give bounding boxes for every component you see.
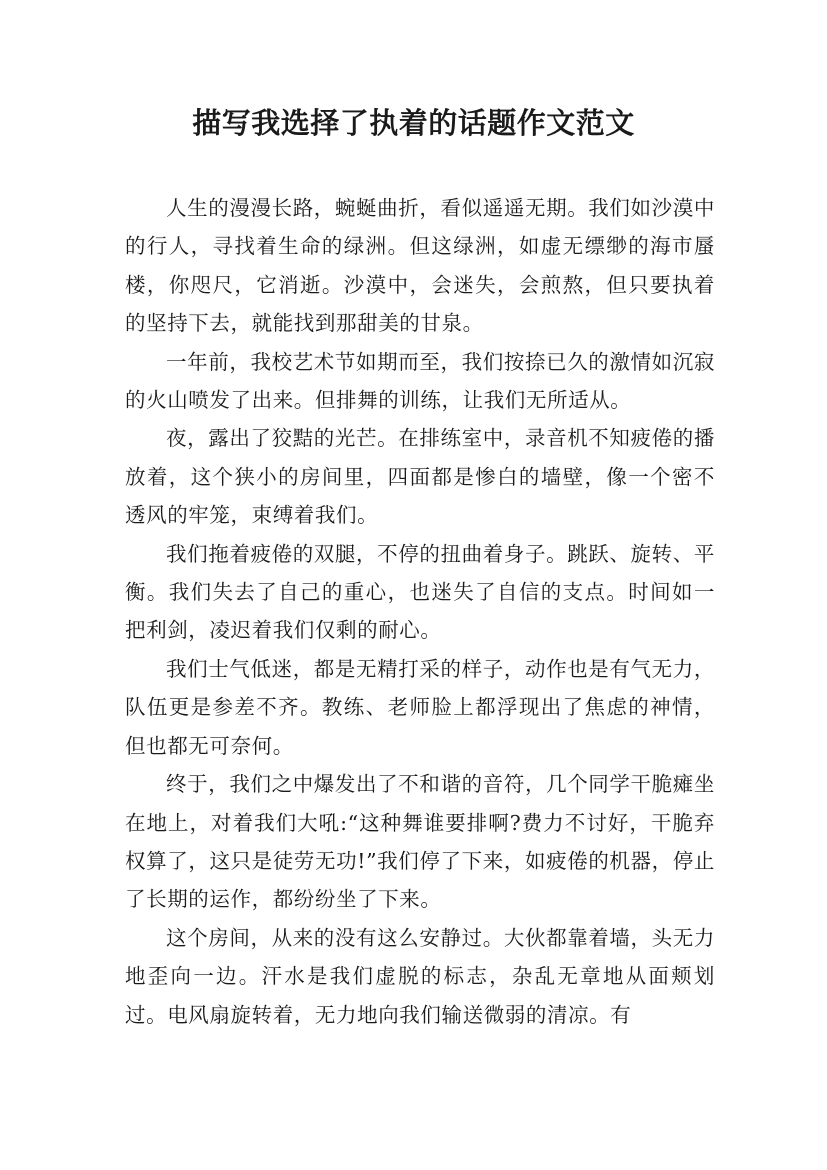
document-title: 描写我选择了执着的话题作文范文 xyxy=(192,106,635,140)
paragraph: 夜，露出了狡黠的光芒。在排练室中，录音机不知疲倦的播放着，这个狭小的房间里，四面都是惨白的墙壁，像一个密不透风的牢笼，束缚着我们。 xyxy=(125,426,715,528)
paragraph: 一年前，我校艺术节如期而至，我们按捺已久的激情如沉寂的火山喷发了出来。但排舞的训练，让我们无所适从。 xyxy=(125,349,715,413)
paragraph: 这个房间，从来的没有这么安静过。大伙都靠着墙，头无力地歪向一边。汗水是我们虚脱的标志，杂乱无章地从面颊划过。电风扇旋转着，无力地向我们输送微弱的清凉。有 xyxy=(125,925,715,1027)
document-body xyxy=(125,189,715,1034)
paragraph: 终于，我们之中爆发出了不和谐的音符，几个同学干脆瘫坐在地上，对着我们大吼:“这种舞谁要排啊?费力不讨好，干脆弃权算了，这只是徒劳无功!”我们停了下来，如疲倦的机器，停止了长期的运作，都纷纷坐了下来。 xyxy=(125,772,715,912)
paragraph: 人生的漫漫长路，蜿蜒曲折，看似遥遥无期。我们如沙漠中的行人，寻找着生命的绿洲。但这绿洲，如虚无缥缈的海市蜃楼，你咫尺，它消逝。沙漠中，会迷失，会煎熬，但只要执着的坚持下去，就能找到那甜美的甘泉。 xyxy=(125,196,715,336)
paragraph: 我们士气低迷，都是无精打采的样子，动作也是有气无力，队伍更是参差不齐。教练、老师脸上都浮现出了焦虑的神情，但也都无可奈何。 xyxy=(125,656,715,758)
paragraph: 我们拖着疲倦的双腿，不停的扭曲着身子。跳跃、旋转、平衡。我们失去了自己的重心，也迷失了自信的支点。时间如一把利剑，凌迟着我们仅剩的耐心。 xyxy=(125,541,715,643)
